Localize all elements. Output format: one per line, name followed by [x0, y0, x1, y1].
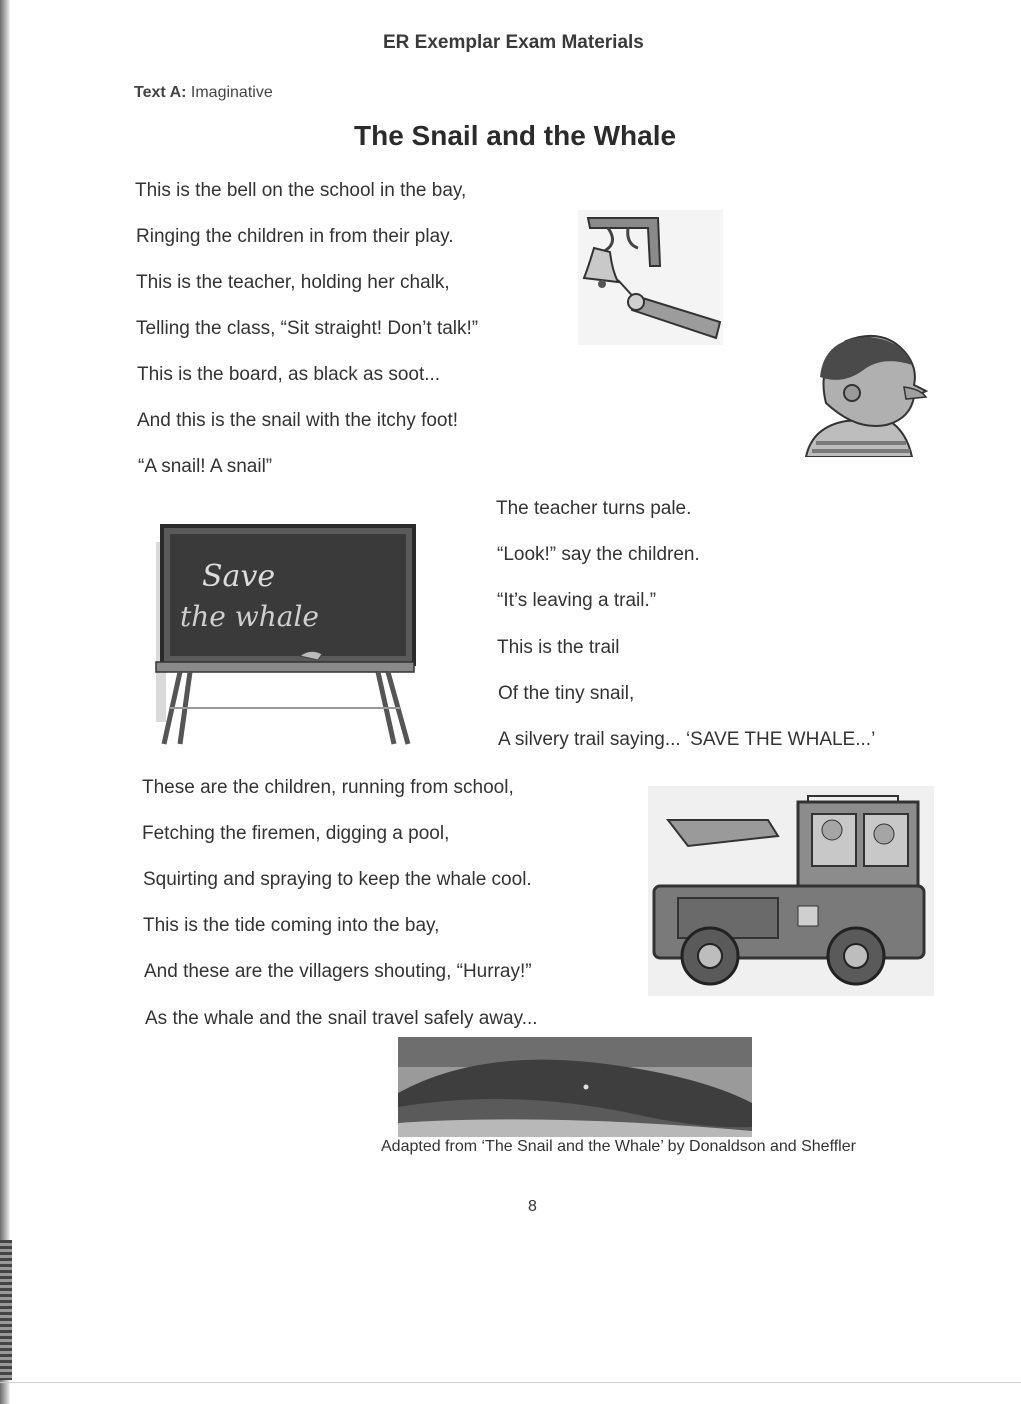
text-label-type: Imaginative: [186, 84, 273, 101]
scan-left-edge: [0, 0, 10, 1404]
poem-line: And this is the snail with the itchy foot!: [137, 410, 459, 431]
poem-line: Of the tiny snail,: [498, 683, 635, 704]
poem-line: “Look!” say the children.: [497, 544, 700, 565]
whale-illustration: [398, 1037, 752, 1137]
page-header: ER Exemplar Exam Materials: [383, 32, 644, 53]
poem-line: Squirting and spraying to keep the whale cool.: [143, 869, 532, 890]
poem-line: This is the board, as black as soot...: [137, 364, 441, 385]
bell-illustration: [578, 210, 723, 345]
boy-illustration: [786, 333, 928, 457]
blackboard-text-line2: the whale: [180, 600, 319, 633]
text-label: [134, 84, 273, 102]
blackboard-text-line1: Save: [202, 559, 276, 594]
poem-title: The Snail and the Whale: [354, 120, 677, 151]
scan-binding-marks: [0, 1240, 12, 1380]
fire-truck-illustration: [648, 786, 934, 996]
poem-line: And these are the villagers shouting, “Hurray!”: [144, 961, 532, 982]
poem-line: The teacher turns pale.: [496, 498, 692, 519]
blackboard-illustration: [150, 522, 418, 746]
page-number: 8: [528, 1198, 537, 1215]
text-label-bold: Text A:: [134, 84, 187, 101]
poem-line: As the whale and the snail travel safely away...: [145, 1008, 538, 1029]
poem-line: Telling the class, “Sit straight! Don’t talk!”: [136, 318, 479, 339]
image-caption: Adapted from ‘The Snail and the Whale’ by Donaldson and Sheffler: [381, 1138, 856, 1155]
poem-line: “A snail! A snail”: [138, 456, 273, 477]
scan-bottom-edge: [0, 1382, 1021, 1383]
poem-line: This is the trail: [497, 637, 620, 658]
poem-line: These are the children, running from school,: [142, 777, 514, 798]
poem-line: A silvery trail saying... ‘SAVE THE WHALE...’: [498, 729, 876, 750]
poem-line: “It’s leaving a trail.”: [497, 590, 657, 611]
poem-line: Ringing the children in from their play.: [136, 226, 454, 247]
poem-line: This is the tide coming into the bay,: [143, 915, 440, 936]
poem-line: This is the bell on the school in the bay,: [135, 180, 467, 201]
poem-line: This is the teacher, holding her chalk,: [136, 272, 450, 293]
poem-line: Fetching the firemen, digging a pool,: [142, 823, 450, 844]
